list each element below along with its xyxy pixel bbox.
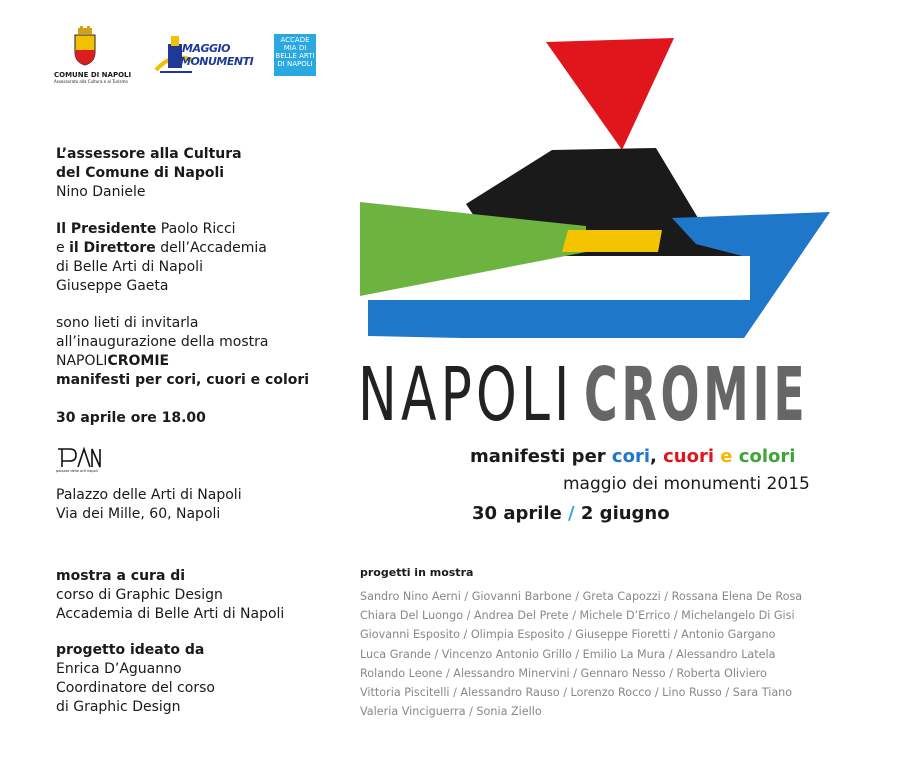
white-gap: [596, 256, 750, 264]
pan-logo: [56, 445, 102, 477]
idea-line: Coordinatore del corso: [56, 680, 215, 696]
idea-label: progetto ideato da: [56, 642, 205, 658]
yellow-bar: [562, 230, 662, 252]
assessore-line: del Comune di Napoli: [56, 165, 225, 181]
curator-block: [56, 567, 284, 624]
direttore-name: Giuseppe Gaeta: [56, 278, 169, 294]
projects-line: Chiara Del Luongo / Andrea Del Prete / Michele D’Errico / Michelangelo Di Gisi: [360, 609, 795, 623]
vesuvius-graphic: [356, 38, 836, 338]
venue-address: Via dei Mille, 60, Napoli: [56, 506, 221, 522]
mostra-name-a: NAPOLI: [56, 353, 108, 369]
maggio-line2: MONUMENTI: [180, 55, 254, 68]
venue-block: [56, 486, 242, 524]
invitation-line: sono lieti di invitarla: [56, 315, 199, 331]
accademia-line: BELLE ARTI: [275, 52, 315, 60]
accademia-line: MIA DI: [283, 44, 307, 52]
presidente-block: [56, 220, 267, 296]
curator-line: corso di Graphic Design: [56, 587, 223, 603]
accademia-line: di Belle Arti di Napoli: [56, 259, 203, 275]
title-part1: NAPOLI: [358, 352, 574, 438]
conjunction: e: [56, 240, 70, 256]
curator-label: mostra a cura di: [56, 568, 186, 584]
maggio-dei-monumenti-logo: [152, 30, 254, 76]
projects-line: Vittoria Piscitelli / Alessandro Rauso / Lorenzo Rocco / Lino Russo / Sara Tiano: [360, 686, 793, 700]
comune-di-napoli-logo: [54, 26, 132, 88]
subtitle-cuori: cuori: [663, 446, 715, 467]
projects-line: Giovanni Esposito / Olimpia Esposito / Giuseppe Fioretti / Antonio Gargano: [360, 628, 776, 642]
idea-block: [56, 641, 215, 717]
presidente-name: Paolo Ricci: [156, 221, 236, 237]
invitation-line: all’inaugurazione della mostra: [56, 334, 269, 350]
date-end: 2 giugno: [574, 503, 670, 524]
subtitle-cori: cori: [611, 446, 651, 467]
presidente-label: Il Presidente: [56, 221, 157, 237]
mostra-name-b: CROMIE: [107, 353, 170, 369]
curator-line: Accademia di Belle Arti di Napoli: [56, 606, 285, 622]
assessore-line: L’assessore alla Cultura: [56, 146, 242, 162]
comune-name: COMUNE DI NAPOLI: [54, 71, 132, 79]
date-start: 30 aprile: [472, 503, 569, 524]
maggio-line1: MAGGIO: [182, 42, 230, 55]
coat-of-arms-icon: [72, 26, 98, 66]
subtitle-text: manifesti per: [470, 446, 612, 467]
direttore-rest: dell’Accademia: [155, 240, 267, 256]
idea-line: di Graphic Design: [56, 699, 181, 715]
direttore-label: il Direttore: [69, 240, 156, 256]
projects-heading: progetti in mostra: [360, 566, 474, 579]
subtitle-e: e: [714, 446, 739, 467]
invitation-block: [56, 314, 309, 390]
projects-list: [360, 587, 802, 721]
idea-line: Enrica D’Aguanno: [56, 661, 182, 677]
accademia-line: ACCADE: [280, 36, 310, 44]
opening-date: 30 aprile ore 18.00: [56, 410, 206, 426]
pan-logo-icon: [56, 445, 102, 469]
pan-caption: palazzo delle arti napoli: [56, 469, 98, 473]
projects-line: Rolando Leone / Alessandro Minervini / Gennaro Nesso / Roberta Oliviero: [360, 666, 767, 680]
comune-sub: Assessorato alla Cultura e al Turismo: [54, 79, 128, 84]
assessore-block: [56, 145, 242, 202]
mostra-subtitle: manifesti per cori, cuori e colori: [56, 372, 310, 388]
projects-line: Sandro Nino Aerni / Giovanni Barbone / Greta Capozzi / Rossana Elena De Rosa: [360, 590, 803, 603]
subtitle-comma: ,: [650, 446, 664, 467]
date-slash: /: [568, 503, 575, 524]
accademia-line: DI NAPOLI: [277, 60, 313, 68]
venue-name: Palazzo delle Arti di Napoli: [56, 487, 242, 503]
title-part2: CROMIE: [584, 352, 809, 438]
projects-line: Luca Grande / Vincenzo Antonio Grillo / Emilio La Mura / Alessandro Latela: [360, 647, 776, 661]
main-title: [358, 352, 838, 438]
red-triangle: [546, 38, 674, 150]
subtitle-colori: colori: [738, 446, 796, 467]
projects-line: Valeria Vinciguerra / Sonia Ziello: [360, 705, 542, 719]
subtitle-line1: [470, 446, 795, 467]
subtitle-dates: [472, 503, 670, 524]
assessore-name: Nino Daniele: [56, 184, 146, 200]
accademia-logo: [274, 34, 316, 76]
subtitle-line2: maggio dei monumenti 2015: [563, 474, 810, 494]
